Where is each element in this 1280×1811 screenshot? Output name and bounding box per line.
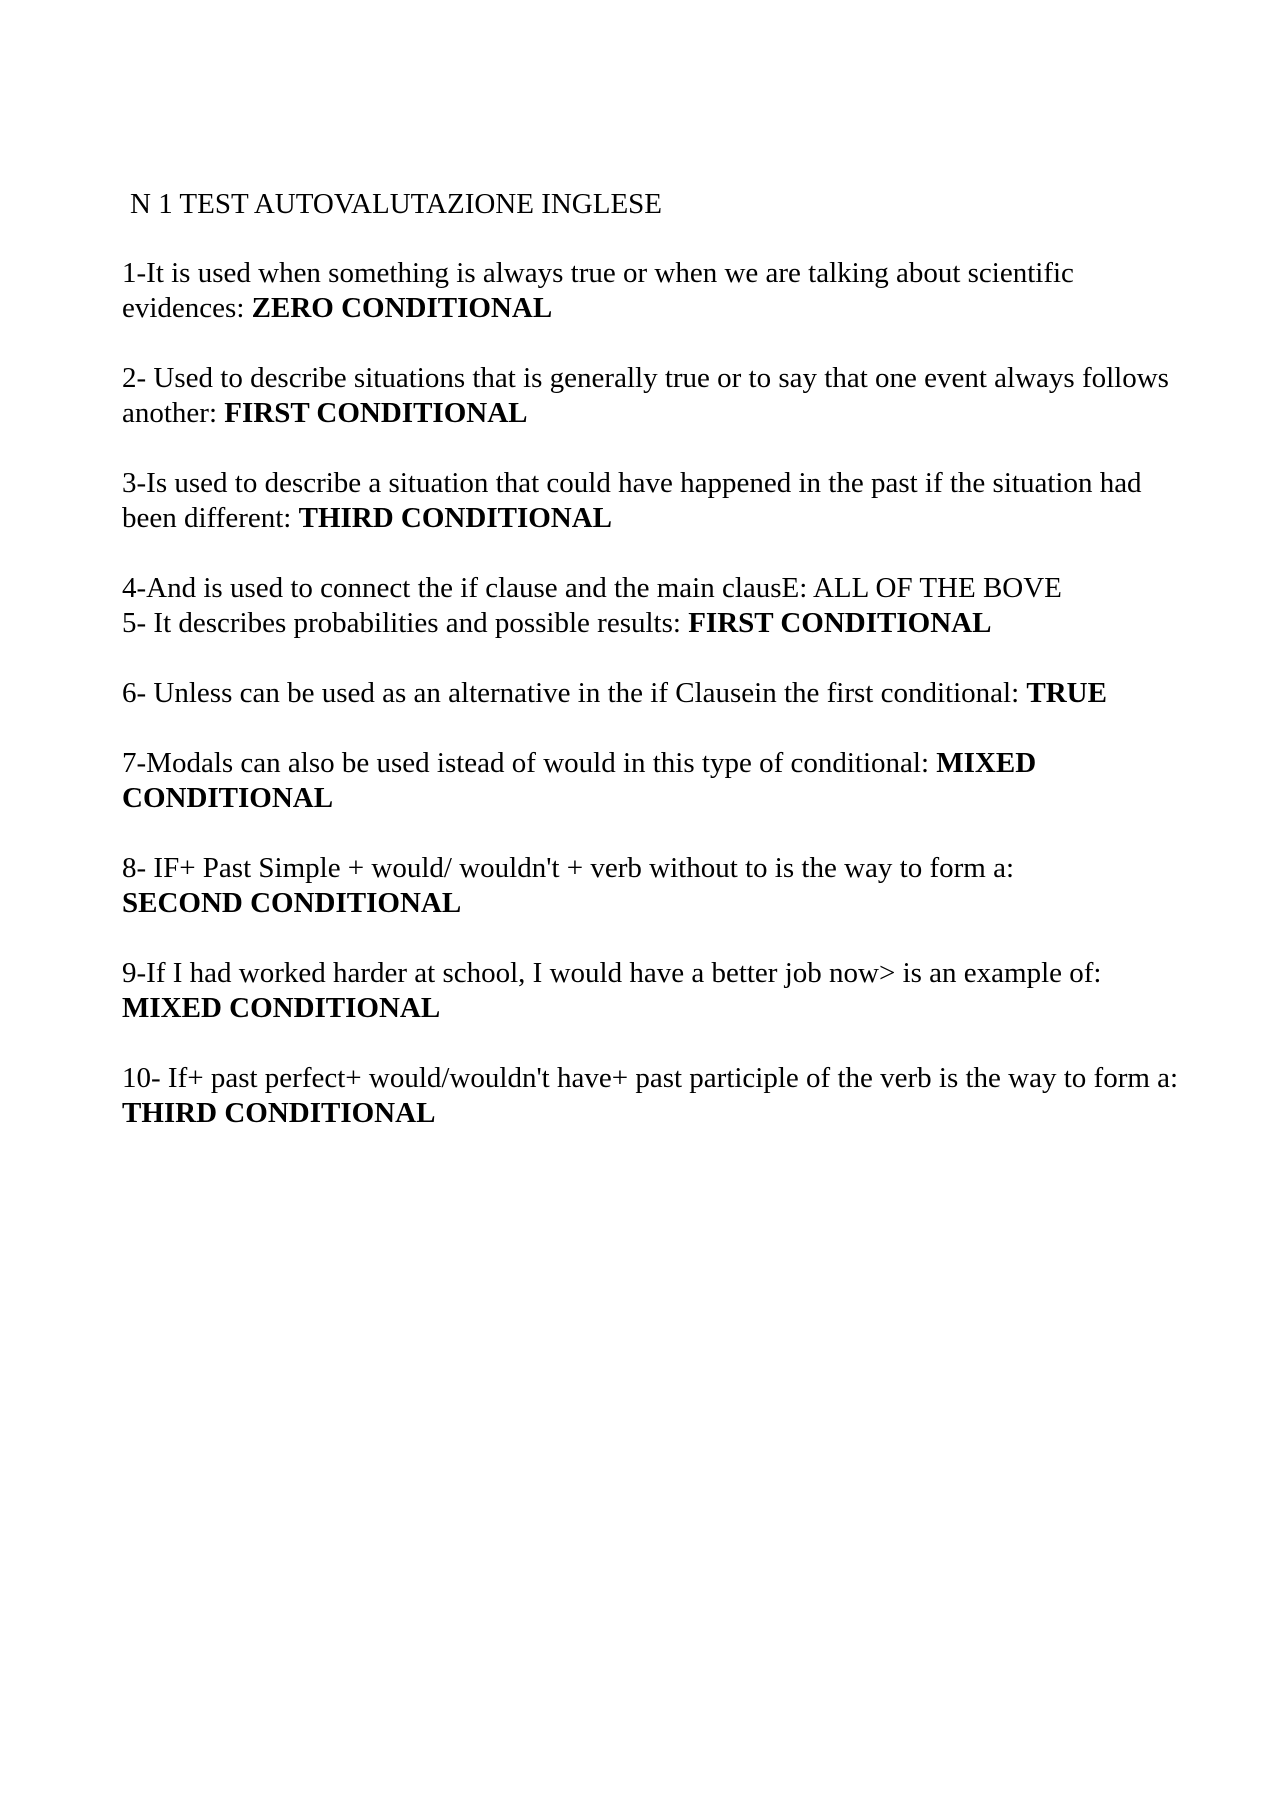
question-10 [122,1061,1202,1131]
question-5-answer: FIRST CONDITIONAL [688,607,992,639]
question-7-answer: MIXED CONDITIONAL [122,747,1037,814]
question-2 [122,361,1202,431]
question-10-answer: THIRD CONDITIONAL [122,1097,436,1129]
document-title: N 1 TEST AUTOVALUTAZIONE INGLESE [130,188,663,220]
question-7 [122,746,1202,816]
question-9 [122,956,1202,1026]
question-4-answer: ALL OF THE BOVE [812,572,1062,604]
question-4 [122,571,1202,606]
question-6 [122,676,1202,711]
question-8-text: 8- IF+ Past Simple + would/ wouldn't + verb without to is the way to form a: [122,852,1015,884]
question-1 [122,256,1202,326]
question-5 [122,606,1202,641]
question-9-answer: MIXED CONDITIONAL [122,992,441,1024]
question-8-answer: SECOND CONDITIONAL [122,887,462,919]
question-3-text: 3-Is used to describe a situation that could have happened in the past if the situation had been different: [122,467,1142,534]
question-6-answer: TRUE [1026,677,1107,709]
question-3 [122,466,1202,536]
question-6-text: 6- Unless can be used as an alternative in the if Clausein the first conditional: [122,677,1027,709]
question-4-text: 4-And is used to connect the if clause and the main clausE: [122,572,813,604]
question-3-answer: THIRD CONDITIONAL [298,502,613,534]
question-5-text: 5- It describes probabilities and possible results: [122,607,689,639]
document-page [122,186,1202,1166]
question-8 [122,851,1202,921]
question-10-text: 10- If+ past perfect+ would/wouldn't have+ past participle of the verb is the way to form a: [122,1062,1179,1094]
question-2-answer: FIRST CONDITIONAL [224,397,528,429]
question-2-text: 2- Used to describe situations that is generally true or to say that one event always follows another: [122,362,1169,429]
question-1-text: 1-It is used when something is always true or when we are talking about scientific evidences: [122,257,1074,324]
question-1-answer: ZERO CONDITIONAL [251,292,553,324]
question-9-text: 9-If I had worked harder at school, I would have a better job now> is an example of: [122,957,1102,989]
question-7-text: 7-Modals can also be used istead of would in this type of conditional: [122,747,937,779]
